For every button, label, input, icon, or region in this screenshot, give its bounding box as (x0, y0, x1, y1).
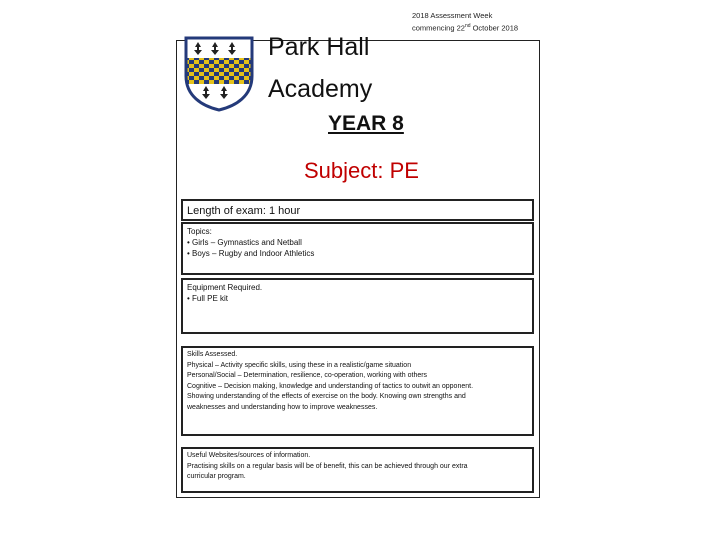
skills-line: weaknesses and understanding how to improve weaknesses. (187, 403, 378, 411)
assessment-week-note (412, 11, 518, 34)
websites-box (181, 447, 534, 493)
skills-line: Cognitive – Decision making, knowledge and understanding of tactics to outwit an opponent. (187, 382, 474, 390)
websites-line: curricular program. (187, 473, 246, 480)
exam-length-box (181, 199, 534, 221)
equipment-box (181, 278, 534, 334)
skills-line: Physical – Activity specific skills, using these in a realistic/game situation (187, 361, 412, 369)
skills-line: Personal/Social – Determination, resilience, co-operation, working with others (187, 372, 428, 379)
equipment-item: • Full PE kit (187, 294, 229, 303)
websites-heading: Useful Websites/sources of information. (187, 452, 311, 459)
school-name (268, 26, 372, 110)
equipment-heading: Equipment Required. (187, 283, 263, 292)
exam-length-text: Length of exam: 1 hour (187, 205, 301, 217)
websites-line: Practising skills on a regular basis will be of benefit, this can be achieved through our extra (187, 462, 468, 470)
skills-heading: Skills Assessed. (187, 351, 238, 358)
skills-line: Showing understanding of the effects of exercise on the body. Knowing own strengths and (187, 393, 466, 400)
topics-heading: Topics: (187, 227, 212, 236)
topics-box (181, 222, 534, 275)
skills-box (181, 346, 534, 436)
school-name-line2: Academy (268, 75, 373, 103)
school-crest-icon (184, 36, 254, 112)
topics-item: • Girls – Gymnastics and Netball (187, 238, 302, 247)
topics-item: • Boys – Rugby and Indoor Athletics (187, 249, 315, 258)
assessment-week-line1: 2018 Assessment Week (412, 11, 493, 20)
school-name-line1: Park Hall (268, 33, 370, 61)
assessment-week-line2: commencing 22nd October 2018 (412, 23, 519, 33)
subject-title: Subject: PE (304, 158, 419, 183)
year-title: YEAR 8 (328, 112, 404, 135)
